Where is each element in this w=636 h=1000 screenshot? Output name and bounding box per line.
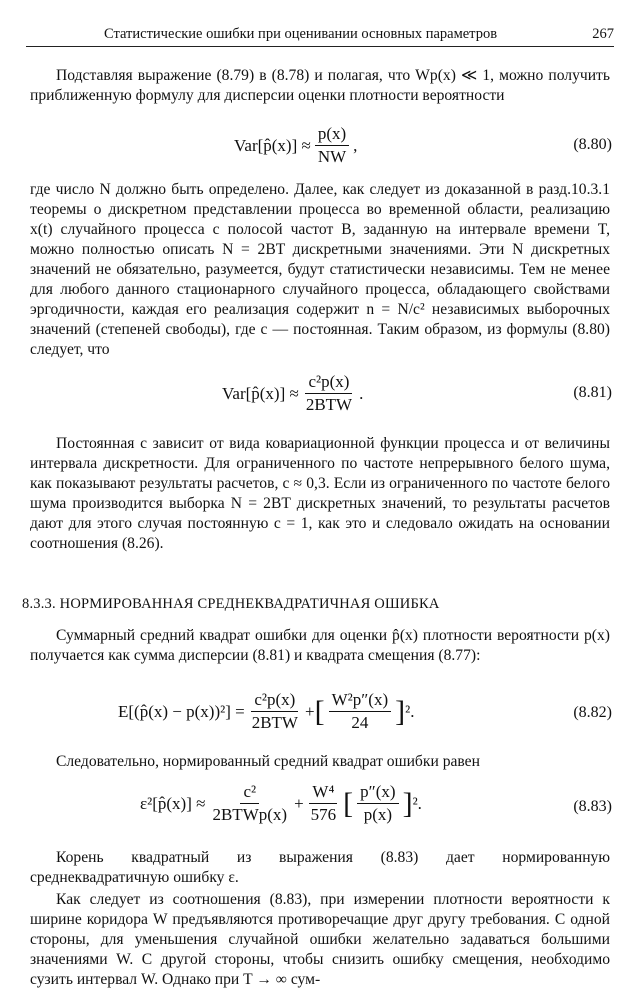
eq82-denominator-1: 2BTW bbox=[251, 713, 298, 732]
eq80-fraction bbox=[315, 124, 349, 167]
eq83-fraction-2 bbox=[308, 782, 340, 825]
section-heading: 8.3.3. НОРМИРОВАННАЯ СРЕДНЕКВАДРАТИЧНАЯ ОШИБКА bbox=[22, 596, 440, 612]
paragraph-5: Следовательно, нормированный средний квадрат ошибки равен bbox=[56, 753, 480, 770]
eq82-tail: ². bbox=[405, 701, 415, 721]
eq81-fraction bbox=[303, 372, 355, 415]
eq82-fraction-1 bbox=[249, 690, 301, 733]
eq82-plus: + bbox=[304, 701, 315, 721]
eq82-label: (8.82) bbox=[573, 704, 612, 721]
eq83-numerator-1: c² bbox=[240, 782, 259, 804]
eq83-denominator-1: 2BTWp(x) bbox=[212, 805, 288, 824]
eq83-lhs: ε²[p̂(x)] ≈ bbox=[140, 793, 206, 813]
paragraph-6: Корень квадратный из выражения (8.83) дает нормированную среднеквадратичную ошибку ε. bbox=[30, 849, 610, 886]
eq81-lhs: Var[p̂(x)] ≈ bbox=[222, 383, 299, 403]
eq82-close-bracket: ] bbox=[395, 694, 406, 728]
eq80-label: (8.80) bbox=[573, 136, 612, 153]
paragraph-2: где число N должно быть определено. Далее, как следует из доказанной в разд.10.3.1 теоремы о дискретном представлении процесса во временной области, реализацию x(t) случайного процесса с полосой частот B, заданную на интервале времени T, можно полностью описать N = 2BT дискретными значениями. Эти N дискретных значений не обязательно, разумеется, будут статистически независимы. Тем не менее для любого данного стационарного случайного процесса, обладающего свойствами эргодичности, каждая его реализация содержит n = N/c² независимых выборочных значений (степеней свободы), где c — постоянная. Таким образом, из формулы (8.80) следует, что bbox=[30, 181, 610, 358]
equation-8-83 bbox=[0, 780, 636, 840]
eq82-denominator-2: 24 bbox=[351, 713, 369, 732]
eq81-denominator: 2BTW bbox=[305, 395, 353, 414]
equation-8-81 bbox=[0, 372, 636, 422]
paragraph-1: Подставляя выражение (8.79) в (8.78) и полагая, что Wp(x) ≪ 1, можно получить приближенную формулу для дисперсии оценки плотности вероятности bbox=[30, 67, 610, 104]
eq81-numerator: c²p(x) bbox=[305, 372, 352, 394]
eq83-denominator-3: p(x) bbox=[363, 805, 393, 824]
eq82-open-bracket: [ bbox=[314, 694, 325, 728]
eq81-label: (8.81) bbox=[573, 384, 612, 401]
eq83-tail: ². bbox=[412, 793, 422, 813]
eq80-lhs: Var[p̂(x)] ≈ bbox=[234, 135, 311, 155]
eq80-denominator: NW bbox=[317, 147, 347, 166]
running-header bbox=[26, 24, 614, 47]
equation-8-82 bbox=[0, 690, 636, 744]
eq83-numerator-3: p″(x) bbox=[357, 782, 398, 804]
paragraph-4: Суммарный средний квадрат ошибки для оценки p̂(x) плотности вероятности p(x) получается как сумма дисперсии (8.81) и квадрата смещения (8.77): bbox=[30, 627, 610, 664]
eq83-label: (8.83) bbox=[573, 798, 612, 815]
header-title: Статистические ошибки при оценивании основных параметров bbox=[104, 26, 498, 42]
eq80-numerator: p(x) bbox=[315, 124, 349, 146]
eq83-open-bracket: [ bbox=[343, 786, 354, 820]
eq83-close-bracket: ] bbox=[402, 786, 413, 820]
eq83-plus: + bbox=[294, 793, 304, 813]
eq82-numerator-1: c²p(x) bbox=[251, 690, 298, 712]
page-number: 267 bbox=[592, 26, 614, 42]
paragraph-3: Постоянная c зависит от вида ковариационной функции процесса и от величины интервала дискретности. Для ограниченного по частоте непрерывного белого шума, как показывают результаты расчетов, c ≈ 0,3. Если из ограниченного по частоте белого шума производится выборка N = 2BT дискретных значений, то результаты расчетов дают для этого случая постоянную c = 1, как это и следовало ожидать на основании соотношения (8.26). bbox=[30, 435, 610, 552]
equation-8-80 bbox=[0, 124, 636, 174]
eq83-fraction-1 bbox=[209, 782, 290, 825]
eq82-numerator-2: W²p″(x) bbox=[329, 690, 392, 712]
eq81-tail: . bbox=[359, 383, 364, 403]
eq80-tail: , bbox=[353, 135, 358, 155]
eq82-fraction-2 bbox=[329, 690, 392, 733]
paragraph-7: Как следует из соотношения (8.83), при измерении плотности вероятности к ширине коридора W предъявляются противоречащие друг другу требования. С одной стороны, для уменьшения случайной ошибки желательно задаваться большими значениями W. С другой стороны, чтобы снизить ошибку смещения, необходимо сузить интервал W. Однако при T → ∞ сум- bbox=[30, 891, 610, 988]
eq83-fraction-3 bbox=[357, 782, 398, 825]
eq83-denominator-2: 576 bbox=[310, 805, 337, 824]
eq83-numerator-2: W⁴ bbox=[309, 782, 337, 804]
eq82-lhs: E[(p̂(x) − p(x))²] = bbox=[118, 701, 245, 721]
